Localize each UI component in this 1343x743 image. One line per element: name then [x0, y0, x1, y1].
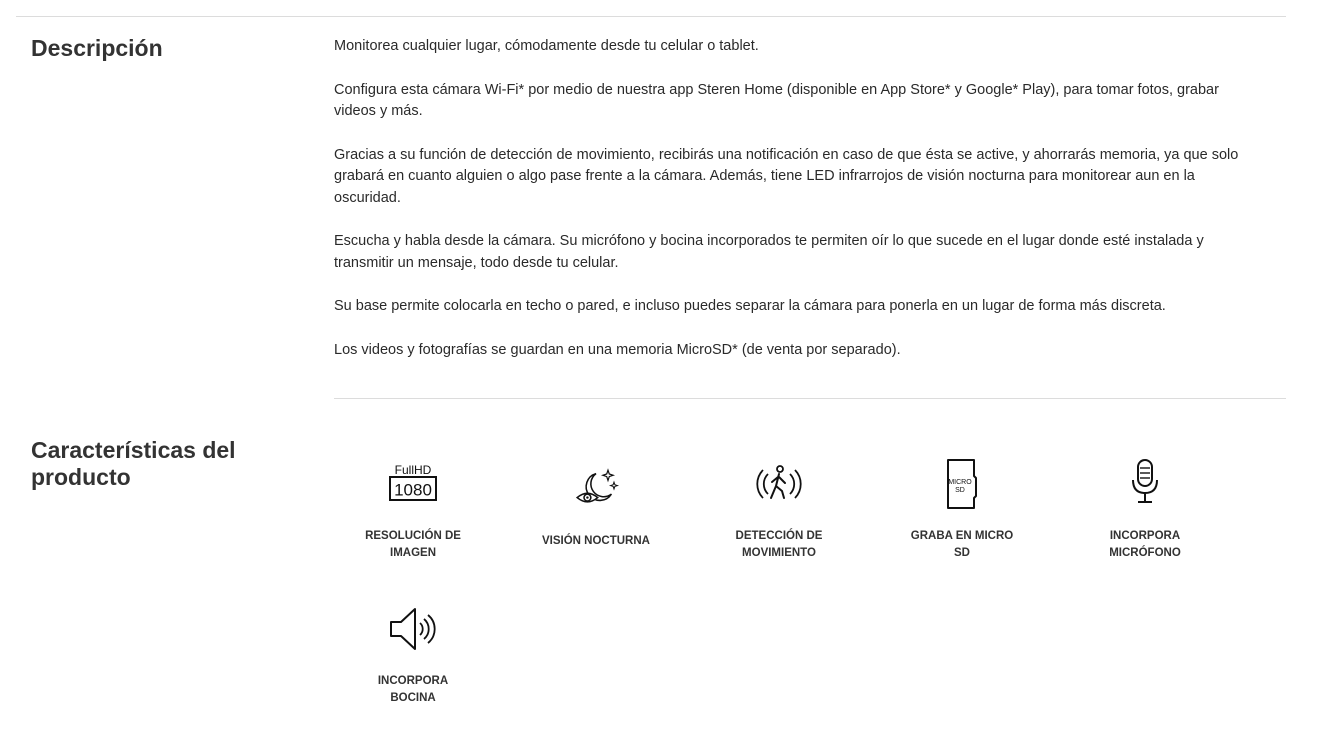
description-paragraph: Los videos y fotografías se guardan en una memoria MicroSD* (de venta por separado). [334, 341, 901, 358]
description-paragraph: Gracias a su función de detección de movimiento, recibirás una notificación en caso de que ésta se active, y ahorrarás memoria, ya que solo grabará en cuanto alguien o algo pase frente a la cámara. Además, tiene LED infrarrojos de visión nocturna para monitorear aun en la oscuridad. [334, 146, 1239, 206]
full-hd-icon-text: FullHD [394, 463, 432, 477]
section-divider [334, 398, 1286, 399]
feature-resolution [343, 456, 483, 562]
description-paragraph: Su base permite colocarla en techo o pared, e incluso puedes separar la cámara para ponerla en un lugar de forma más discreta. [334, 298, 1166, 314]
microphone-icon [1115, 456, 1175, 512]
feature-label: GRABA EN MICRO SD [910, 530, 1014, 559]
feature-night-vision [526, 465, 666, 550]
description-heading: Descripción [31, 35, 163, 61]
feature-label: VISIÓN NOCTURNA [542, 535, 650, 547]
top-divider [16, 16, 1286, 17]
feature-motion-detection [709, 456, 849, 562]
micro-sd-icon-text-sd: SD [955, 487, 965, 494]
motion-detection-icon [749, 456, 809, 512]
feature-label: INCORPORA BOCINA [377, 675, 449, 704]
night-vision-icon [566, 465, 626, 513]
description-body [334, 36, 1264, 383]
feature-micro-sd [892, 456, 1032, 562]
feature-label: DETECCIÓN DE MOVIMIENTO [735, 530, 823, 559]
feature-speaker [343, 601, 483, 707]
speaker-icon [383, 601, 443, 657]
micro-sd-icon [932, 456, 992, 512]
feature-microphone [1075, 456, 1215, 562]
full-hd-icon-number: 1080 [394, 480, 432, 500]
description-paragraph: Monitorea cualquier lugar, cómodamente desde tu celular o tablet. [334, 38, 759, 54]
feature-label: INCORPORA MICRÓFONO [1109, 530, 1181, 559]
description-paragraph: Escucha y habla desde la cámara. Su micrófono y bocina incorporados te permiten oír lo que sucede en el lugar donde esté instalada y transmitir un mensaje, todo desde tu celular. [334, 233, 1204, 271]
full-hd-1080-icon [383, 456, 443, 512]
feature-label: RESOLUCIÓN DE IMAGEN [365, 530, 461, 559]
micro-sd-icon-text: MICRO [948, 479, 972, 486]
description-paragraph: Configura esta cámara Wi-Fi* por medio de nuestra app Steren Home (disponible en App Store* y Google* Play), para tomar fotos, grabar videos y más. [334, 81, 1219, 119]
features-heading: Características del producto [31, 437, 236, 490]
